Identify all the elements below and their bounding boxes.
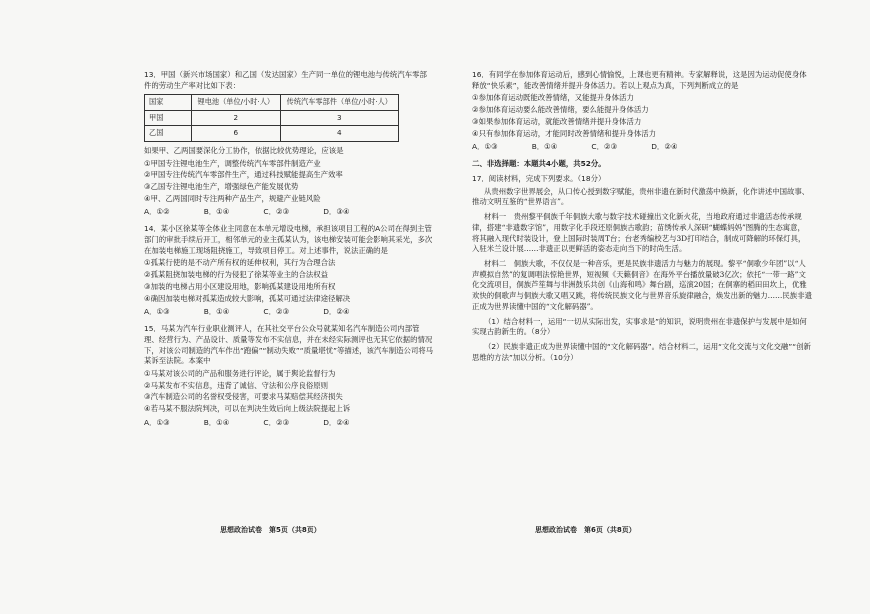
q13-option: ③乙国专注锂电池生产，增强绿色产能发展优势	[144, 181, 299, 191]
q14-option: ①孤某行使的是不动产所有权的延伸权利，其行为合理合法	[144, 258, 336, 268]
choice-d: D．②④	[323, 307, 350, 317]
question-16	[472, 70, 812, 153]
choice-c: C．②③	[263, 207, 290, 217]
table-row	[145, 126, 399, 141]
table-cell: 6	[192, 126, 281, 141]
right-column	[472, 70, 812, 368]
choice-c: C．②③	[591, 142, 618, 152]
question-14	[144, 224, 434, 318]
table-header-row	[145, 95, 399, 110]
choice-b: B．①④	[203, 307, 230, 317]
q14-stem: 14．某小区徐某等全体业主同意在本单元增设电梯，承担该项目工程的A公司在得到主管部门的审批手续后开工，相邻单元的业主孤某认为，该电梯安装可能会影响其采光，多次在加装电梯施工现场阻挠施工，导致项目停工。对上述事件，说法正确的是	[144, 224, 433, 255]
q16-stem: 16．有同学在参加体育运动后，感到心情愉悦，上课也更有精神。专家解释说，这是因为运动促使身体释放“快乐素”，能改善情绪并提升身体活力。若以上观点为真，下列判断成立的是	[472, 70, 807, 90]
q15-option: ①马某对该公司的产品和服务进行评论，属于舆论监督行为	[144, 369, 336, 378]
choice-a: A．①③	[472, 142, 498, 152]
choice-b: B．①④	[203, 207, 230, 217]
q15-choices	[144, 418, 434, 429]
choice-c: C．②③	[263, 417, 290, 427]
choice-a: A．①②	[144, 207, 170, 217]
q15-stem: 15．马某为汽车行业职业测评人，在其社交平台公众号就某知名汽车制造公司内部管理、经营行为、产品设计、质量等发布不实信息，并在未经实际测评也无其它依据的情况下，对该公司制造的汽车作出“跑偏”“制动失败”“质量堪忧”等描述，该汽车制造公司将马某诉至法院。本案中	[144, 324, 434, 366]
choice-d: D．②④	[323, 417, 350, 427]
q14-option: ②孤某阻挠加装电梯的行为侵犯了徐某等业主的合法权益	[144, 270, 329, 280]
table-cell: 4	[280, 126, 398, 141]
q17-stem: 17．阅读材料，完成下列要求。（18分）	[472, 173, 606, 183]
page-footer: 思想政治试卷 第5页（共8页）	[220, 526, 321, 534]
choice-b: B．①④	[531, 142, 558, 152]
table-header-cell: 锂电池（单位/小时·人）	[192, 95, 281, 110]
q17-requirement-2: （2）民族非遗正成为世界读懂中国的“文化解码器”。结合材料二，运用“文化交流与文化交融”“创新思维的方法”加以分析。（10分）	[472, 342, 811, 362]
choice-b: B．①④	[203, 417, 230, 427]
question-13	[144, 70, 434, 218]
q17-material-1: 材料一 贵州黎平侗族千年侗族大歌与数字技术碰撞出文化新火花，当地政府通过非遗活态传承规律，搭建“非遗数字馆”，用数字化手段还原侗族古歌韵；苗绣传承人深研“蝴蝶妈妈”图腾的生态寓意，将其融入现代时装设计，登上国际时装周T台；台老秀编校艺与3D打印结合，制成可降解的环保灯具，入驻米兰设计展……非遗正以更鲜活的姿态走向当下的时尚生活。	[472, 212, 806, 254]
choice-c: C．②③	[263, 307, 290, 317]
q14-option: ③加装的电梯占用小区建设用地，影响孤某建设用地所有权	[144, 281, 336, 291]
q15-option: ②马某发布不实信息，违背了诚信、守法和公序良俗原则	[144, 380, 329, 390]
table-cell: 乙国	[145, 126, 192, 141]
q15-option: ③汽车制造公司的名誉权受侵害，可要求马某赔偿其经济损失	[144, 392, 343, 402]
q16-option: ③如果参加体育运动，就能改善情绪并提升身体活力	[472, 116, 642, 126]
q13-option: ④甲、乙两国同时专注两种产品生产，规避产业链风险	[144, 193, 321, 203]
table-header-cell: 传统汽车零部件（单位/小时·人）	[280, 95, 398, 110]
table-cell: 2	[192, 110, 281, 125]
q13-option: ②甲国专注传统汽车零部件生产，通过科技赋能提高生产效率	[144, 170, 343, 180]
section-heading: 二、非选择题：本题共4小题，共52分。	[472, 159, 606, 169]
question-17	[472, 174, 812, 364]
q17-material-2: 材料二 侗族大歌，不仅仅是一种音乐，更是民族非遗活力与魅力的展现。黎平“侗歌少年团”以“人声模拟自然”的复调唱法惊艳世界，短视频《天籁侗音》在海外平台播放量破3亿次；依托“一带一路”文化交流项目，侗族芦笙舞与非洲鼓乐共创《山海和鸣》舞台剧，巡演20国；在侗寨的稻田田坎上，优雅欢快的侗歌声与侗族大歌又唱又跳，将传统民族文化与世界音乐旋律融合，焕发出新的魅力……民族非遗正成为世界读懂中国的“文化解码器”。	[472, 259, 812, 311]
exam-page-6	[440, 0, 870, 614]
q17-requirement-1: （1）结合材料一，运用“一切从实际出发，实事求是”的知识，说明贵州在非遗保护与发展中是如何实现古韵新生的。（8分）	[472, 316, 807, 337]
q13-productivity-table	[144, 94, 399, 141]
page-footer: 思想政治试卷 第6页（共8页）	[535, 526, 636, 534]
q16-option: ①参加体育运动既能改善情绪，又能提升身体活力	[472, 93, 634, 103]
q13-choices	[144, 207, 434, 218]
table-cell: 3	[280, 110, 398, 125]
table-cell: 甲国	[145, 110, 192, 125]
choice-d: D．②④	[651, 142, 678, 152]
q16-option: ②参加体育运动要么能改善情绪，要么能提升身体活力	[472, 105, 649, 115]
q15-option: ④若马某不服法院判决，可以在判决生效后向上级法院提起上诉	[144, 404, 351, 414]
question-15	[144, 324, 434, 429]
table-row	[145, 110, 399, 125]
q13-option: ①甲国专注锂电池生产，调整传统汽车零部件制造产业	[144, 158, 321, 168]
q14-choices	[144, 307, 434, 318]
choice-d: D．③④	[323, 207, 350, 217]
table-header-cell: 国家	[145, 95, 192, 110]
q14-option: ④确因加装电梯对孤某造成较大影响，孤某可通过法律途径解决	[144, 293, 351, 303]
q17-intro: 从贵州数字世界展会，从口传心授到数字赋能，贵州非遗在新时代激荡中焕新，化作讲述中国故事、推动文明互鉴的“世界语言”。	[472, 186, 810, 207]
q13-stem: 13．甲国（新兴市场国家）和乙国（发达国家）生产同一单位的锂电池与传统汽车零部件的劳动生产率对比如下表：	[144, 70, 427, 90]
q13-prompt: 如果甲、乙两国要深化分工协作，依据比较优势理论，应该是	[144, 145, 344, 155]
q16-option: ④只有参加体育运动，才能同时改善情绪和提升身体活力	[472, 128, 657, 138]
choice-a: A．①③	[144, 417, 170, 427]
q16-choices	[472, 142, 812, 153]
choice-a: A．①③	[144, 307, 170, 317]
left-column	[144, 70, 434, 435]
